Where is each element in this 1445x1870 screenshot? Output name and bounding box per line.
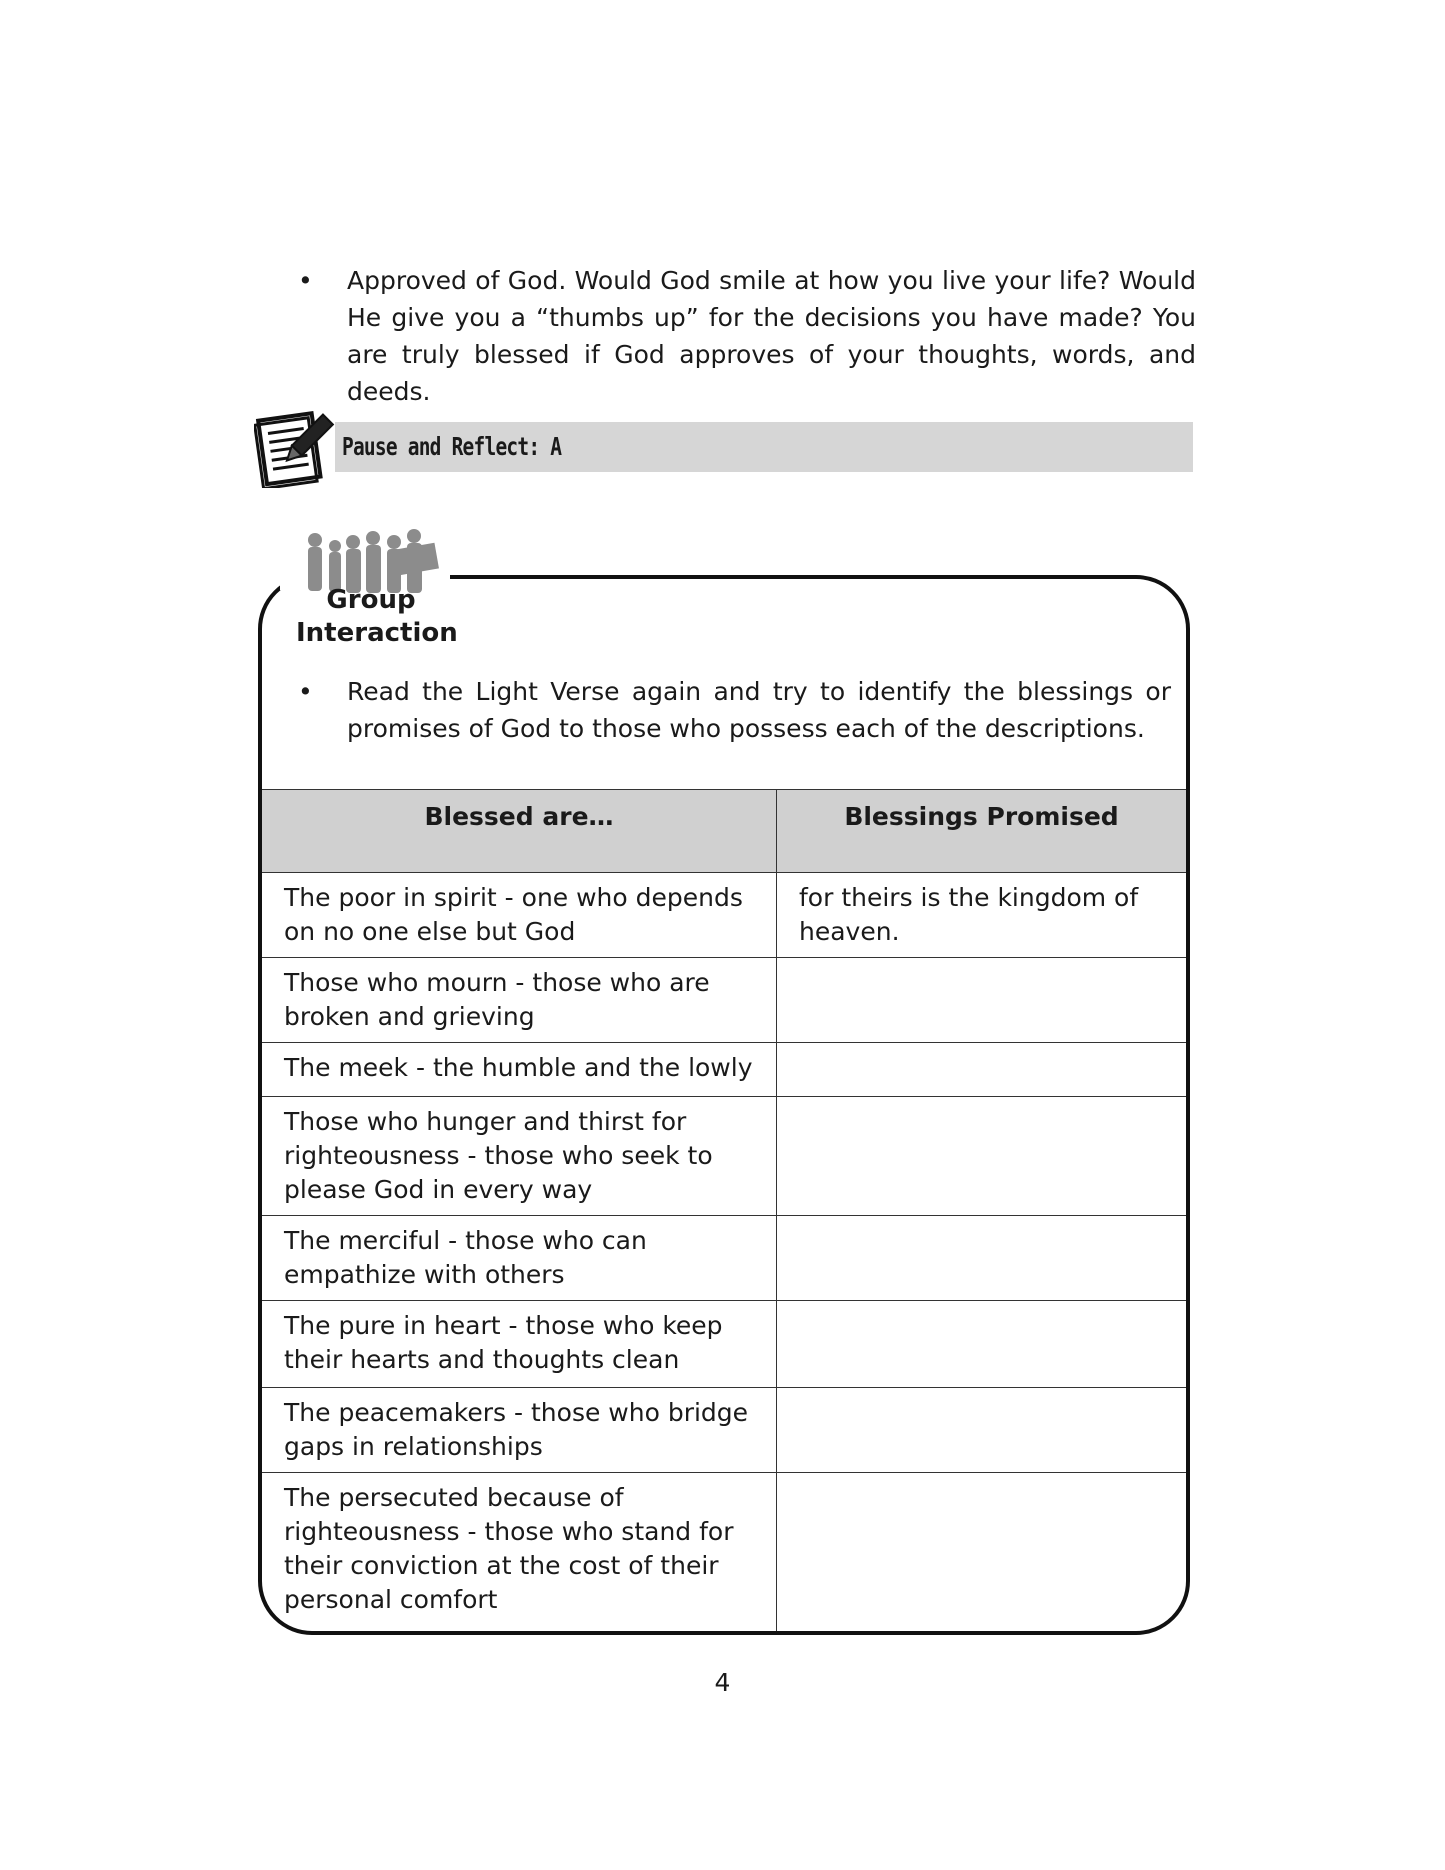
group-instruction-text: Read the Light Verse again and try to identify the blessings or promises of God to those who possess each of the descriptions.	[347, 677, 1171, 743]
blessed-cell: The persecuted because of righteousness - those who stand for their conviction at the cost of their personal comfort	[262, 1473, 777, 1636]
table-row	[262, 958, 1186, 1043]
blessings-table	[262, 789, 1186, 1635]
blessed-cell: Those who hunger and thirst for righteousness - those who seek to please God in every way	[262, 1097, 777, 1216]
blessed-cell: Those who mourn - those who are broken and grieving	[262, 958, 777, 1043]
group-instruction	[298, 673, 1171, 747]
blessed-cell: The peacemakers - those who bridge gaps in relationships	[262, 1388, 777, 1473]
promise-cell	[777, 958, 1187, 1043]
promise-cell	[777, 1473, 1187, 1636]
promise-cell: for theirs is the kingdom of heaven.	[777, 873, 1187, 958]
table-row	[262, 1388, 1186, 1473]
group-title-line1: Group	[326, 585, 416, 615]
notepad-pencil-icon	[254, 406, 336, 488]
bullet-symbol: •	[298, 677, 313, 706]
blessed-cell: The merciful - those who can empathize with others	[262, 1216, 777, 1301]
table-row	[262, 873, 1186, 958]
header-blessings-promised: Blessings Promised	[777, 790, 1187, 873]
promise-cell	[777, 1043, 1187, 1097]
promise-cell	[777, 1301, 1187, 1388]
promise-cell	[777, 1097, 1187, 1216]
page-number: 4	[714, 1668, 731, 1697]
table-row	[262, 1043, 1186, 1097]
table-row	[262, 1216, 1186, 1301]
intro-bullet	[298, 262, 1196, 410]
pause-reflect-label: Pause and Reflect: A	[342, 432, 562, 461]
header-blessed-are: Blessed are…	[262, 790, 777, 873]
blessed-cell: The poor in spirit - one who depends on no one else but God	[262, 873, 777, 958]
group-interaction-title	[296, 584, 458, 650]
intro-bullet-text: Approved of God. Would God smile at how you live your life? Would He give you a “thumbs up” for the decisions you have made? You are truly blessed if God approves of your thoughts, words, and deeds.	[347, 266, 1196, 406]
table-row	[262, 1097, 1186, 1216]
bullet-symbol: •	[298, 266, 313, 295]
table-header-row	[262, 790, 1186, 873]
promise-cell	[777, 1216, 1187, 1301]
group-title-line2: Interaction	[296, 618, 458, 648]
blessed-cell: The pure in heart - those who keep their hearts and thoughts clean	[262, 1301, 777, 1388]
table-row	[262, 1301, 1186, 1388]
promise-cell	[777, 1388, 1187, 1473]
blessed-cell: The meek - the humble and the lowly	[262, 1043, 777, 1097]
table-row	[262, 1473, 1186, 1636]
